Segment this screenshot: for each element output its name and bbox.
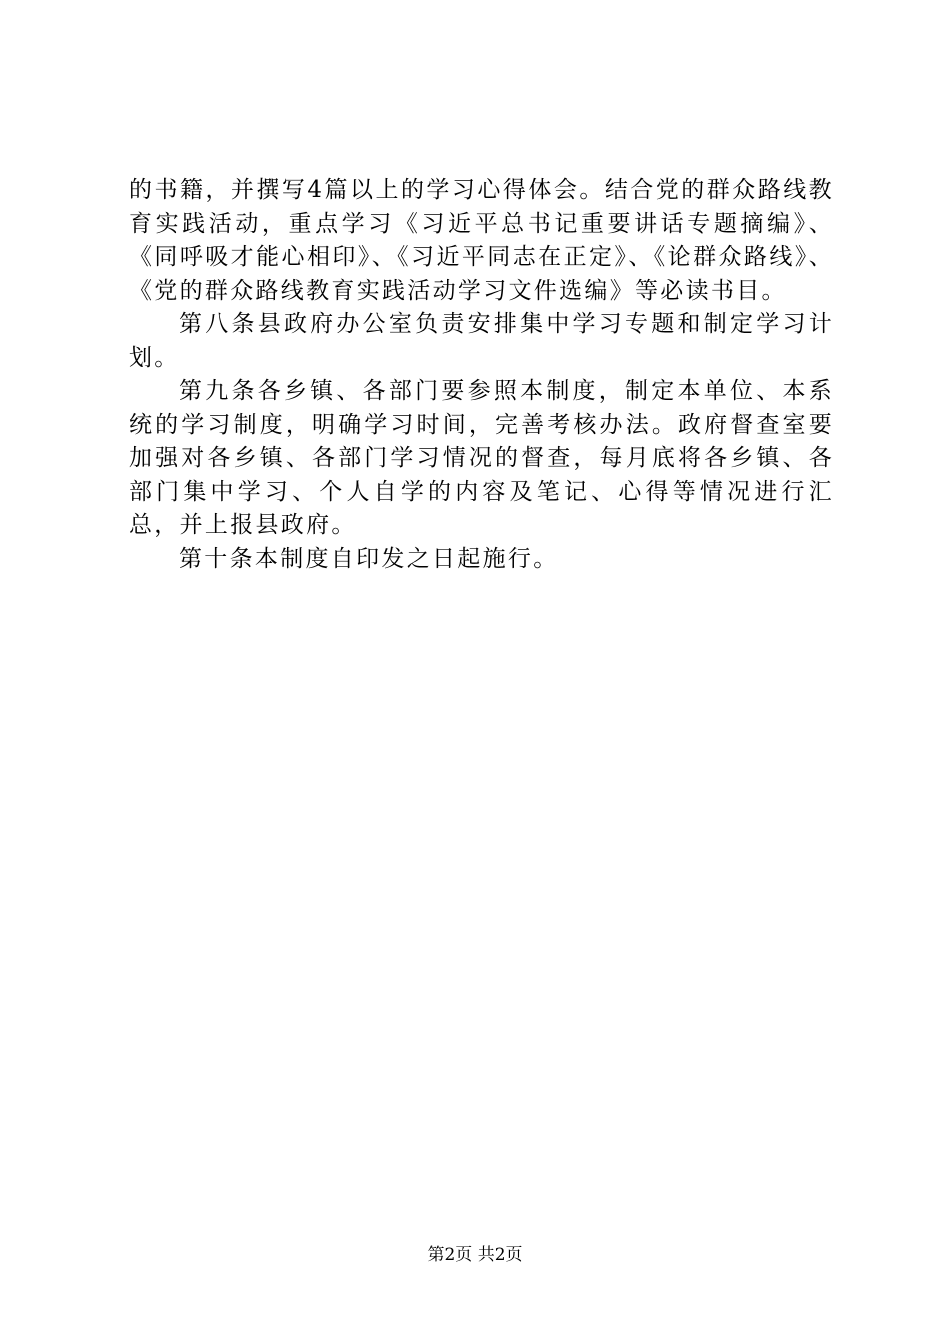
page-number-footer: 第2页 共2页 bbox=[427, 1245, 523, 1265]
paragraph-article-8: 第八条县政府办公室负责安排集中学习专题和制定学习计划。 bbox=[129, 311, 834, 371]
paragraph-article-10: 第十条本制度自印发之日起施行。 bbox=[179, 545, 559, 572]
paragraph-continuation: 的书籍，并撰写4篇以上的学习心得体会。结合党的群众路线教育实践活动，重点学习《习近平总书记重要讲话专题摘编》、《同呼吸才能心相印》、《习近平同志在正定》、《论群众路线》、《党的群众路线教育实践活动学习文件选编》等必读书目。 bbox=[129, 177, 834, 304]
paragraph-article-9: 第九条各乡镇、各部门要参照本制度，制定本单位、本系统的学习制度，明确学习时间，完善考核办法。政府督查室要加强对各乡镇、各部门学习情况的督查，每月底将各乡镇、各部门集中学习、个人自学的内容及笔记、心得等情况进行汇总，并上报县政府。 bbox=[129, 378, 834, 538]
document-body bbox=[129, 174, 834, 576]
